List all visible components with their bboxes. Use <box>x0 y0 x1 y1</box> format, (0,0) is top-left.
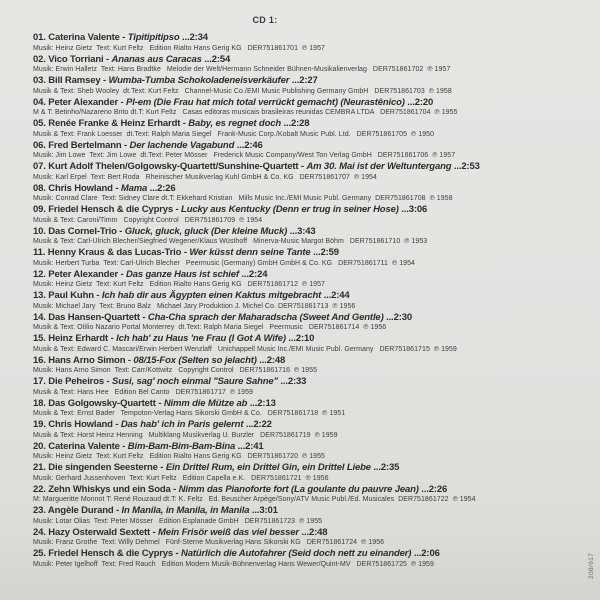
track-duration: 2:27 <box>299 75 318 86</box>
track-title: Am 30. Mai ist der Weltuntergang <box>306 161 452 172</box>
track-item <box>33 419 586 441</box>
track-title: Wer küsst denn seine Tante <box>189 247 311 258</box>
number-separator: . <box>43 440 49 452</box>
track-number: 25 <box>33 548 44 559</box>
track-title: Wumba-Tumba Schokoladeneisverkäufer <box>108 75 290 86</box>
track-artist: Friedel Hensch & die Cyprys <box>48 204 174 215</box>
track-item <box>33 355 586 377</box>
track-item <box>33 462 586 484</box>
artist-title-separator: - <box>113 505 122 516</box>
track-number: 22 <box>33 483 44 495</box>
number-separator: . <box>43 311 49 323</box>
number-separator: . <box>43 333 49 344</box>
duration-separator: ... <box>147 182 158 194</box>
track-duration: 2:54 <box>211 53 231 65</box>
track-number: 19 <box>33 419 44 430</box>
number-separator: . <box>43 204 49 215</box>
duration-separator: ... <box>247 397 258 409</box>
number-separator: . <box>43 96 49 108</box>
track-credits: Musik: Lotar Olias Text: Peter Mösser Edition Esplanade GmbH DER751861723 ℗ 1955 <box>33 517 323 525</box>
track-item <box>33 441 586 463</box>
track-number: 06 <box>33 139 44 151</box>
track-item <box>33 75 586 97</box>
track-title-line <box>33 247 586 259</box>
track-item <box>33 204 586 226</box>
track-credits: Musik & Text: Sheb Wooley dt.Text: Kurt Feltz Channel-Music Co./EMI Music Publishing Germany GmbH DER751861703 ℗ 1958 <box>33 87 452 95</box>
track-credits: M & T: Betinho/Nazareno Brito dt.T: Kurt Feltz Casas editoras musicais brasileiras reunidas CEMBRA LTDA DER751861704 ℗ 1955 <box>33 109 458 116</box>
track-credits: Musik: Franz Grothe Text: Willy Dehmel Fünf-Sterne Musikverlag Hans Sikorski KG DER751861724 ℗ 1956 <box>33 539 385 546</box>
number-separator: . <box>42 247 48 258</box>
track-title: Pl-em (Die Frau hat mich total verrückt gemacht) (Neurastênico) <box>126 96 405 108</box>
track-duration: 2:44 <box>331 290 350 301</box>
track-artist: Renée Franke & Heinz Erhardt <box>48 118 181 129</box>
artist-title-separator: - <box>125 354 134 366</box>
track-duration: 3:06 <box>408 204 428 215</box>
track-item <box>33 118 586 140</box>
track-credits: Musik & Text: Carl-Ulrich Blecher/Siegfried Wegener/Klaus Wüsthoff Minerva-Music Margot Böhm DER751861710 ℗ 1953 <box>33 238 428 245</box>
number-separator: . <box>43 118 49 129</box>
track-credits: Musik: Gerhard Jussenhoven Text: Kurt Feltz Edition Capella e.K. DER751861721 ℗ 1956 <box>33 474 329 482</box>
track-title-line <box>33 161 586 173</box>
track-artist: Vico Torriani <box>48 53 104 65</box>
track-title-line <box>33 441 586 453</box>
track-duration: 2:33 <box>287 376 307 387</box>
track-credits: Musik: Conrad Clare Text: Sidney Clare dt.T: Ekkehard Kristian Mills Music Inc./EMI Music Publ. Germany DER751861708 ℗ 1958 <box>33 195 453 202</box>
number-separator: . <box>43 225 49 237</box>
artist-title-separator: - <box>112 419 121 430</box>
track-number: 16 <box>33 354 44 366</box>
track-artist: Henny Kraus & das Lucas-Trio <box>47 247 182 258</box>
duration-separator: ... <box>321 290 332 301</box>
artist-title-separator: - <box>298 161 307 172</box>
track-credits: Musik & Text: Frank Loesser dt.Text: Ralph Maria Siegel Frank-Music Corp./Kobalt Music Publ. Ltd. DER751861705 ℗ 1950 <box>33 130 435 138</box>
track-artist: Das Cornel-Trio <box>48 225 117 237</box>
track-duration: 2:59 <box>320 247 339 258</box>
duration-separator: ... <box>298 526 309 538</box>
track-artist: Angèle Durand <box>47 505 114 516</box>
track-credits: Musik & Text: Horst Heinz Henning Multiklang Musikverlag U. Burzler DER751861719 ℗ 1959 <box>33 431 338 439</box>
track-title-line <box>33 97 586 109</box>
duration-separator: ... <box>243 419 254 430</box>
track-title-line <box>33 75 586 87</box>
track-credits: Musik & Text: Caroni/Timm Copyright Control DER751861709 ℗ 1954 <box>33 216 263 224</box>
duration-separator: ... <box>451 161 462 172</box>
artist-title-separator: - <box>100 75 109 86</box>
track-title-line <box>33 462 586 474</box>
track-credits: Musik: Jim Lowe Text: Jim Lowe dt.Text: Peter Mösser Frederick Music Company/West Ton Verlag GmbH DER751861706 ℗ 1957 <box>33 152 456 159</box>
track-title: Ich hab' zu Haus 'ne Frau (I Got A Wife) <box>116 333 286 344</box>
track-number: 10 <box>33 225 44 237</box>
track-duration: 2:53 <box>461 161 480 172</box>
track-title: Susi, sag' noch einmal "Saure Sahne" <box>112 376 278 387</box>
disc-label: CD 1: <box>252 15 278 25</box>
track-artist: Friedel Hensch & die Cyprys <box>48 548 174 559</box>
track-title-line <box>33 484 586 496</box>
track-item <box>33 312 586 334</box>
duration-separator: ... <box>411 548 422 559</box>
track-duration: 2:34 <box>189 32 208 43</box>
track-title-line <box>33 183 586 195</box>
artist-title-separator: - <box>181 247 190 258</box>
track-title-line <box>33 419 586 431</box>
track-duration: 3:01 <box>259 505 278 516</box>
track-title: Mein Frisör weiß das viel besser <box>158 526 299 538</box>
track-credits: Musik: Peter Igelhoff Text: Fred Rauch Edition Modern Musik-Bühnenverlag Hans Wewer/Quint-MV DER751861725 ℗ 1959 <box>33 560 434 568</box>
track-artist: Peter Alexander <box>48 96 119 108</box>
track-title: Lucky aus Kentucky (Denn er trug in seiner Hose) <box>181 204 399 215</box>
track-duration: 2:06 <box>421 548 440 559</box>
track-credits: Musik: Karl Erpel Text: Bert Roda Rheinischer Musikverlag Kuhl GmbH & Co. KG DER751861707 ℗ 1954 <box>33 173 377 181</box>
track-item <box>33 140 586 162</box>
artist-title-separator: - <box>121 139 130 151</box>
track-title: Baby, es regnet doch <box>188 118 282 129</box>
track-title-line <box>33 54 586 66</box>
track-title-line <box>33 398 586 410</box>
track-item <box>33 505 586 527</box>
track-title-line <box>33 333 586 345</box>
artist-title-separator: - <box>119 32 128 43</box>
artist-title-separator: - <box>119 440 128 452</box>
track-duration: 2:24 <box>248 268 268 280</box>
number-separator: . <box>43 397 49 409</box>
number-separator: . <box>43 268 49 280</box>
artist-title-separator: - <box>118 96 127 108</box>
track-duration: 2:48 <box>266 354 286 366</box>
artist-title-separator: - <box>103 53 112 65</box>
track-credits: Musik: Hans Arno Simon Text: Carr/Kottwitz Copyright Control DER751861716 ℗ 1955 <box>33 367 318 374</box>
track-duration: 2:28 <box>290 118 310 129</box>
track-artist: Kurt Adolf Thelen/Golgowsky-Quartett/Sunshine-Quartett <box>48 161 299 172</box>
artist-title-separator: - <box>118 268 127 280</box>
track-title: Natürlich die Autofahrer (Seid doch nett zu einander) <box>181 548 412 559</box>
track-title-line <box>33 290 586 302</box>
track-artist: Die singenden Seesterne <box>48 462 158 473</box>
track-title-line <box>33 548 586 560</box>
track-title-line <box>33 527 586 539</box>
track-title: Ananas aus Caracas <box>111 53 202 65</box>
track-credits: Musik: Herbert Turba Text: Carl-Ulrich Blecher Peermusic (Germany) GmbH GmbH & Co. KG DER751861711 ℗ 1954 <box>33 259 415 267</box>
track-number: 11 <box>33 247 43 258</box>
track-item <box>33 32 586 54</box>
track-artist: Chris Howland <box>48 182 113 194</box>
number-separator: . <box>43 53 49 65</box>
track-title: Cha-Cha sprach der Maharadscha (Sweet And Gentle) <box>147 311 384 323</box>
artist-title-separator: - <box>112 182 121 194</box>
track-credits: Musik: Michael Jary Text: Bruno Balz Michael Jary Produktion J. Michel Co. DER751861713 ℗ 1956 <box>33 302 356 310</box>
track-credits: Musik & Text: Otilio Nazario Portal Monterrey dt.Text: Ralph Maria Siegel Peermusic DER751861714 ℗ 1956 <box>33 324 387 331</box>
number-separator: . <box>43 354 49 366</box>
artist-title-separator: - <box>173 548 182 559</box>
number-separator: . <box>43 483 49 495</box>
tracklist <box>33 32 586 570</box>
track-title-line <box>33 32 586 44</box>
track-title-line <box>33 204 586 216</box>
duration-separator: ... <box>235 440 246 452</box>
track-title: Gluck, gluck, gluck (Der kleine Muck) <box>124 225 288 237</box>
track-title: Mama <box>120 182 148 194</box>
artist-title-separator: - <box>150 526 159 538</box>
track-duration: 2:13 <box>257 397 276 409</box>
track-duration: 2:20 <box>414 96 434 108</box>
track-number: 14 <box>33 311 44 323</box>
track-artist: Peter Alexander <box>48 268 119 280</box>
track-item <box>33 226 586 248</box>
track-artist: Chris Howland <box>48 419 113 430</box>
track-artist: Heinz Erhardt <box>48 333 109 344</box>
track-duration: 2:30 <box>393 311 412 323</box>
artist-title-separator: - <box>173 204 182 215</box>
track-number: 23 <box>33 505 44 516</box>
duration-separator: ... <box>179 32 190 43</box>
track-artist: Bill Ramsey <box>48 75 101 86</box>
artist-title-separator: - <box>108 333 117 344</box>
track-item <box>33 376 586 398</box>
track-title: Der lachende Vagabund <box>129 139 235 151</box>
track-title: Bim-Bam-Bim-Bam-Bina <box>127 440 236 452</box>
artist-title-separator: - <box>139 311 148 323</box>
track-number: 15 <box>33 333 44 344</box>
duration-separator: ... <box>289 75 300 86</box>
duration-separator: ... <box>234 139 245 151</box>
artist-title-separator: - <box>155 397 164 409</box>
number-separator: . <box>43 139 49 151</box>
duration-separator: ... <box>287 225 298 237</box>
track-credits: Musik & Text: Hans Hee Edition Bel Canto DER751861717 ℗ 1959 <box>33 388 253 396</box>
track-number: 13 <box>33 290 44 301</box>
track-item <box>33 269 586 291</box>
duration-separator: ... <box>398 204 409 215</box>
track-credits: Musik: Heinz Gietz Text: Kurt Feltz Edition Rialto Hans Gerig KG DER751861701 ℗ 1957 <box>33 44 325 52</box>
duration-separator: ... <box>370 462 381 473</box>
track-duration: 3:43 <box>297 225 316 237</box>
track-number: 04 <box>33 96 44 108</box>
track-item <box>33 484 586 506</box>
track-number: 21 <box>33 462 44 473</box>
track-title: Ich hab dir aus Ägypten einen Kaktus mitgebracht <box>101 290 322 301</box>
track-number: 09 <box>33 204 44 215</box>
track-number: 02 <box>33 53 44 65</box>
track-title-line <box>33 312 586 324</box>
track-duration: 2:22 <box>253 419 272 430</box>
duration-separator: ... <box>310 247 321 258</box>
number-separator: . <box>43 548 49 559</box>
duration-separator: ... <box>249 505 260 516</box>
artist-title-separator: - <box>116 225 125 237</box>
track-number: 12 <box>33 268 44 280</box>
track-title-line <box>33 505 586 517</box>
track-number: 07 <box>33 161 44 172</box>
track-artist: Caterina Valente <box>48 32 120 43</box>
duration-separator: ... <box>383 311 394 323</box>
duration-separator: ... <box>281 118 291 129</box>
track-credits: Musik & Text: Ernst Bader Tempoton-Verlag Hans Sikorski GmbH & Co. DER751861718 ℗ 1951 <box>33 410 346 417</box>
track-number: 20 <box>33 440 44 452</box>
track-item <box>33 398 586 420</box>
number-separator: . <box>43 161 49 172</box>
track-credits: Musik & Text: Edward C. Mascari/Erwin Herbert Wenzlaff Unichappell Music Inc./EMI Music Publ. Germany DER751861715 ℗ 1959 <box>33 345 457 353</box>
track-item <box>33 290 586 312</box>
track-title: Tipitipitipso <box>127 32 180 43</box>
number-separator: . <box>43 419 49 430</box>
track-title: Nimm die Mütze ab <box>163 397 248 409</box>
number-separator: . <box>43 376 49 387</box>
duration-separator: ... <box>238 268 249 280</box>
track-number: 08 <box>33 182 44 194</box>
track-artist: Caterina Valente <box>48 440 120 452</box>
track-duration: 2:46 <box>244 139 263 151</box>
track-credits: M: Margueritte Monnot T: René Rouzaud dt.T: K. Feltz Ed. Beuscher Arpège/Sony/ATV Music Publ./Ed. Musicales DER751861722 ℗ 1954 <box>33 496 476 503</box>
track-title: Das hab' ich in Paris gelernt <box>120 419 244 430</box>
track-duration: 2:41 <box>245 440 264 452</box>
artist-title-separator: - <box>170 483 179 495</box>
track-title: Das ganze Haus ist schief <box>126 268 239 280</box>
artist-title-separator: - <box>180 118 189 129</box>
track-item <box>33 97 586 119</box>
track-artist: Das Golgowsky-Quartett <box>48 397 156 409</box>
track-item <box>33 183 586 205</box>
track-artist: Hazy Osterwald Sextett <box>48 526 151 538</box>
track-item <box>33 527 586 549</box>
track-item <box>33 247 586 269</box>
track-title-line <box>33 355 586 367</box>
artist-title-separator: - <box>104 376 113 387</box>
track-item <box>33 333 586 355</box>
track-number: 17 <box>33 376 44 387</box>
number-separator: . <box>43 505 48 516</box>
number-separator: . <box>43 182 49 194</box>
track-title-line <box>33 269 586 281</box>
track-number: 05 <box>33 118 44 129</box>
duration-separator: ... <box>285 333 296 344</box>
track-number: 18 <box>33 397 44 409</box>
track-title-line <box>33 118 586 130</box>
track-duration: 2:26 <box>157 182 176 194</box>
number-separator: . <box>43 526 49 538</box>
duration-separator: ... <box>277 376 288 387</box>
track-artist: Das Hansen-Quartett <box>48 311 140 323</box>
duration-separator: ... <box>201 53 212 65</box>
track-number: 01 <box>33 32 44 43</box>
track-credits: Musik: Erwin Halletz Text: Hans Bradtke Melodie der Welt/Hermann Schneider Bühnen-Musikalienverlag DER751861702 ℗ 1957 <box>33 66 451 73</box>
matrix-number: 208/617 <box>588 552 595 579</box>
track-duration: 2:35 <box>380 462 400 473</box>
track-duration: 2:10 <box>295 333 315 344</box>
track-title: Ein Drittel Rum, ein Drittel Gin, ein Drittel Liebe <box>165 462 371 473</box>
track-artist: Fred Bertelmann <box>48 139 122 151</box>
track-artist: Die Peheiros <box>48 376 105 387</box>
track-title-line <box>33 376 586 388</box>
track-duration: 2:26 <box>428 483 448 495</box>
track-artist: Zehn Whiskys und ein Soda <box>48 483 171 495</box>
track-number: 24 <box>33 526 44 538</box>
duration-separator: ... <box>418 483 429 495</box>
track-artist: Hans Arno Simon <box>48 354 126 366</box>
track-title: Nimm das Pianoforte fort (La goulante du pauvre Jean) <box>178 483 419 495</box>
track-title-line <box>33 226 586 238</box>
track-item <box>33 548 586 570</box>
track-item <box>33 161 586 183</box>
duration-separator: ... <box>404 96 415 108</box>
artist-title-separator: - <box>93 290 102 301</box>
number-separator: . <box>43 32 49 43</box>
number-separator: . <box>43 75 49 86</box>
track-duration: 2:48 <box>308 526 328 538</box>
track-credits: Musik: Heinz Gietz Text: Kurt Feltz Edition Rialto Hans Gerig KG DER751861712 ℗ 1957 <box>33 281 325 288</box>
track-title: 08/15-Fox (Selten so jelacht) <box>133 354 257 366</box>
track-title: In Manila, in Manila, in Manila <box>121 505 250 516</box>
track-artist: Paul Kuhn <box>48 290 94 301</box>
duration-separator: ... <box>256 354 267 366</box>
number-separator: . <box>43 462 49 473</box>
number-separator: . <box>43 290 49 301</box>
track-title-line <box>33 140 586 152</box>
track-number: 03 <box>33 75 44 86</box>
track-credits: Musik: Heinz Gietz Text: Kurt Feltz Edition Rialto Hans Gerig KG DER751861720 ℗ 1955 <box>33 453 325 460</box>
artist-title-separator: - <box>157 462 166 473</box>
track-item <box>33 54 586 76</box>
